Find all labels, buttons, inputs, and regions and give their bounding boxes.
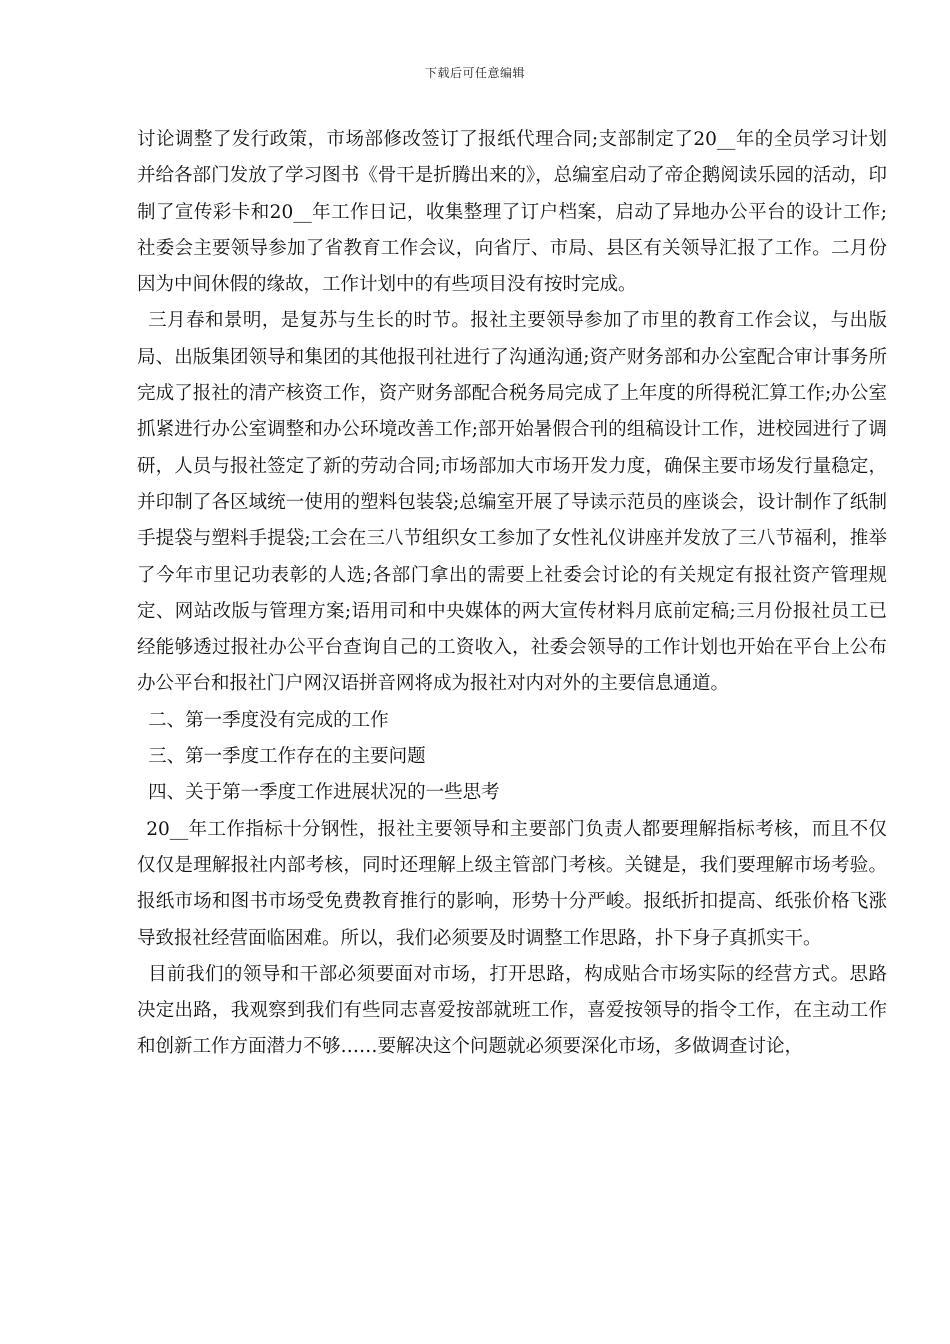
heading-unfinished-work: 二、第一季度没有完成的工作 bbox=[148, 709, 389, 731]
heading-main-problems: 三、第一季度工作存在的主要问题 bbox=[148, 746, 426, 768]
paragraph-february-work: 讨论调整了发行政策，市场部修改签订了报纸代理合同;支部制定了20__年的全员学习计划并给各部门发放了学习图书《骨干是折腾出来的》，总编室启动了帝企鹅阅读乐园的活动，印制了宣传彩卡和20__年工作日记，收集整理了订户档案，启动了异地办公平台的设计工作;社委会主要领导参加了省教育工作会议，向省厅、市局、县区有关领导汇报了工作。二月份因为中间休假的缘故，工作计划中的有些项目没有按时完成。 bbox=[137, 129, 887, 296]
page-header: 下载后可任意编辑 bbox=[424, 66, 525, 80]
paragraph-market-thinking: 目前我们的领导和干部必须要面对市场，打开思路，构成贴合市场实际的经营方式。思路决定出路，我观察到我们有些同志喜爱按部就班工作，喜爱按领导的指令工作，在主动工作和创新工作方面潜力不够……要解决这个问题就必须要深化市场，多做调查讨论， bbox=[137, 963, 887, 1058]
heading-reflections: 四、关于第一季度工作进展状况的一些思考 bbox=[148, 782, 500, 804]
paragraph-indicators: 20__年工作指标十分钢性，报社主要领导和主要部门负责人都要理解指标考核，而且不仅仅仅是理解报社内部考核，同时还理解上级主管部门考核。关键是，我们要理解市场考验。报纸市场和图书市场受免费教育推行的影响，形势十分严峻。报纸折扣提高、纸张价格飞涨导致报社经营面临困难。所以，我们必须要及时调整工作思路，扑下身子真抓实干。 bbox=[137, 818, 887, 949]
paragraph-march-work: 三月春和景明，是复苏与生长的时节。报社主要领导参加了市里的教育工作会议，与出版局、出版集团领导和集团的其他报刊社进行了沟通沟通;资产财务部和办公室配合审计事务所完成了报社的清产核资工作，资产财务部配合税务局完成了上年度的所得税汇算工作;办公室抓紧进行办公室调整和办公环境改善工作;部开始暑假合刊的组稿设计工作，进校园进行了调研，人员与报社签定了新的劳动合同;市场部加大市场开发力度，确保主要市场发行量稳定，并印制了各区域统一使用的塑料包装袋;总编室开展了导读示范员的座谈会，设计制作了纸制手提袋与塑料手提袋;工会在三八节组织女工参加了女性礼仪讲座并发放了三八节福利，推举了今年市里记功表彰的人选;各部门拿出的需要上社委会讨论的有关规定有报社资产管理规定、网站改版与管理方案;语用司和中央媒体的两大宣传材料月底前定稿;三月份报社员工已经能够透过报社办公平台查询自己的工资收入，社委会领导的工作计划也开始在平台上公布办公平台和报社门户网汉语拼音网将成为报社对内对外的主要信息通道。 bbox=[137, 310, 887, 695]
document-body bbox=[137, 122, 887, 1066]
